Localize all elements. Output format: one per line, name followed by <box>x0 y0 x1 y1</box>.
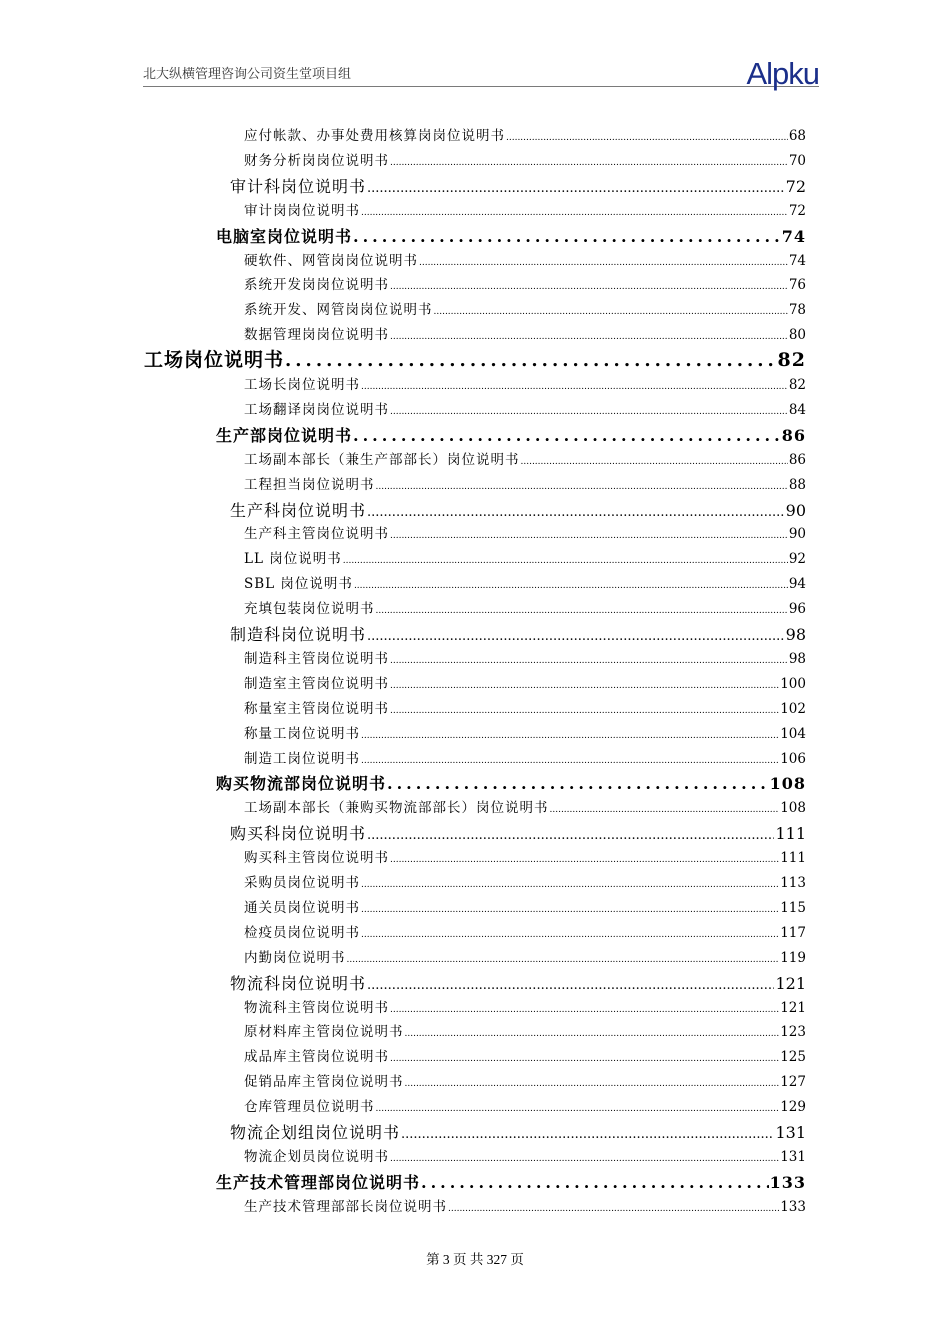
toc-entry-page: 125 <box>780 1049 806 1066</box>
dot-leader <box>419 251 788 276</box>
toc-entry[interactable] <box>244 547 806 572</box>
toc-entry[interactable] <box>244 996 806 1021</box>
toc-entry[interactable] <box>244 1020 806 1045</box>
toc-entry-title: 制造科主管岗位说明书 <box>244 650 389 667</box>
toc-entry-page: 82 <box>788 377 806 393</box>
dot-leader <box>361 749 779 774</box>
toc-entry-title: 原材料库主管岗位说明书 <box>244 1024 404 1041</box>
toc-entry-title: 称量室主管岗位说明书 <box>244 700 389 717</box>
toc-entry-title: 工场副本部长（兼生产部部长）岗位说明书 <box>244 451 520 468</box>
dot-leader <box>367 500 785 525</box>
toc-entry[interactable] <box>244 697 806 722</box>
toc-entry[interactable] <box>230 174 806 199</box>
toc-entry-page: 84 <box>788 401 806 418</box>
toc-entry[interactable] <box>244 647 806 672</box>
toc-entry[interactable] <box>244 1045 806 1070</box>
toc-entry-title: 内勤岗位说明书 <box>244 949 346 966</box>
toc-entry[interactable] <box>216 423 806 448</box>
toc-entry-title: 工场副本部长（兼购买物流部部长）岗位说明书 <box>244 800 549 817</box>
toc-entry[interactable] <box>244 199 806 224</box>
toc-entry[interactable] <box>244 448 806 473</box>
toc-entry[interactable] <box>244 398 806 423</box>
toc-entry[interactable] <box>244 722 806 747</box>
toc-entry[interactable] <box>216 224 806 249</box>
toc-entry-page: 90 <box>788 526 806 543</box>
toc-entry[interactable] <box>230 821 806 846</box>
toc-entry-page: 117 <box>780 924 806 941</box>
toc-entry-page: 76 <box>788 277 806 294</box>
toc-entry-page: 111 <box>775 824 806 844</box>
dot-leader <box>367 624 785 649</box>
toc-entry-page: 113 <box>780 875 806 891</box>
dot-leader <box>405 1022 780 1047</box>
toc-entry-page: 133 <box>780 1198 806 1215</box>
toc-entry-title: 通关员岗位说明书 <box>244 899 360 916</box>
toc-entry-page: 106 <box>780 750 806 767</box>
toc-entry[interactable] <box>216 1170 806 1195</box>
toc-entry-page: 68 <box>788 128 806 144</box>
toc-entry[interactable] <box>244 796 806 821</box>
toc-entry-title: 称量工岗位说明书 <box>244 725 360 742</box>
toc-entry[interactable] <box>244 149 806 174</box>
toc-entry[interactable] <box>244 273 806 298</box>
toc-entry-page: 108 <box>780 800 806 817</box>
toc-entry-title: 物流企划员岗位说明书 <box>244 1148 389 1165</box>
dot-leader <box>361 724 779 749</box>
dot-leader <box>361 898 779 923</box>
toc-entry-title: 工场岗位说明书 <box>144 349 285 372</box>
dot-leader <box>421 1170 769 1195</box>
toc-entry-title: 制造工岗位说明书 <box>244 750 360 767</box>
toc-entry-title: LL 岗位说明书 <box>244 551 342 568</box>
dot-leader <box>390 400 788 425</box>
toc-entry[interactable] <box>244 871 806 896</box>
toc-entry-title: 促销品库主管岗位说明书 <box>244 1074 404 1091</box>
dot-leader <box>387 771 769 796</box>
dot-leader <box>390 649 788 674</box>
toc-entry[interactable] <box>244 473 806 498</box>
toc-entry-page: 108 <box>769 774 806 794</box>
dot-leader <box>434 300 788 325</box>
dot-leader <box>390 151 788 176</box>
toc-entry-page: 115 <box>780 899 806 916</box>
dot-leader <box>367 176 785 201</box>
toc-entry-page: 102 <box>780 700 806 717</box>
toc-entry-title: 系统开发、网管岗岗位说明书 <box>244 302 433 319</box>
toc-entry-page: 100 <box>780 675 806 692</box>
dot-leader <box>405 1072 780 1097</box>
toc-entry-title: 硬软件、网管岗岗位说明书 <box>244 252 418 269</box>
toc-entry[interactable] <box>230 971 806 996</box>
dot-leader <box>390 524 788 549</box>
toc-entry-title: 制造科岗位说明书 <box>230 625 367 644</box>
page-header <box>143 52 819 91</box>
dot-leader <box>390 325 788 350</box>
toc-entry[interactable] <box>244 249 806 274</box>
toc-entry[interactable] <box>144 348 806 373</box>
toc-entry-title: 购买科岗位说明书 <box>230 824 367 844</box>
toc-entry-page: 121 <box>775 973 806 993</box>
toc-entry[interactable] <box>244 522 806 547</box>
toc-entry-page: 94 <box>788 576 806 593</box>
toc-entry-page: 74 <box>781 226 806 246</box>
page-footer: 第 3 页 共 327 页 <box>426 1252 524 1267</box>
toc-entry-title: 系统开发岗岗位说明书 <box>244 277 389 294</box>
dot-leader <box>353 423 781 448</box>
toc-entry[interactable] <box>244 323 806 348</box>
toc-entry-title: 电脑室岗位说明书 <box>216 226 353 246</box>
dot-leader <box>361 873 779 898</box>
toc-entry-title: 购买物流部岗位说明书 <box>216 774 387 794</box>
dot-leader <box>376 475 788 500</box>
dot-leader <box>506 126 788 151</box>
toc-entry-page: 86 <box>781 425 806 445</box>
toc-entry-title: 成品库主管岗位说明书 <box>244 1049 389 1066</box>
dot-leader <box>361 923 779 948</box>
toc-entry-page: 88 <box>788 476 806 493</box>
dot-leader <box>367 973 774 998</box>
dot-leader <box>361 375 788 400</box>
toc-entry-page: 104 <box>780 725 806 742</box>
toc-entry-title: 制造室主管岗位说明书 <box>244 675 389 692</box>
toc-entry-title: 充填包装岗位说明书 <box>244 601 375 618</box>
dot-leader <box>390 674 779 699</box>
dot-leader <box>448 1197 779 1222</box>
toc-entry-page: 90 <box>785 500 806 520</box>
toc-entry[interactable] <box>244 298 806 323</box>
toc-entry-title: 生产科主管岗位说明书 <box>244 526 389 543</box>
dot-leader <box>361 201 788 226</box>
toc-entry[interactable] <box>244 946 806 971</box>
toc-entry[interactable] <box>244 1145 806 1170</box>
toc-entry-title: 物流科岗位说明书 <box>230 973 367 993</box>
dot-leader <box>367 823 774 848</box>
toc-entry-title: 审计科岗位说明书 <box>230 176 367 196</box>
toc-entry[interactable] <box>244 572 806 597</box>
toc-entry[interactable] <box>244 1195 806 1220</box>
toc-entry-title: 工场翻译岗岗位说明书 <box>244 401 389 418</box>
toc-entry-page: 70 <box>788 152 806 169</box>
toc-entry-page: 72 <box>788 202 806 219</box>
toc-entry-page: 98 <box>785 625 806 644</box>
toc-entry-page: 78 <box>788 302 806 319</box>
toc-entry-title: 生产部岗位说明书 <box>216 425 353 445</box>
toc-entry-title: 生产科岗位说明书 <box>230 500 367 520</box>
toc-entry-title: 检疫员岗位说明书 <box>244 924 360 941</box>
company-logo: Alpku <box>746 56 819 91</box>
dot-leader <box>343 549 788 574</box>
toc-entry-page: 111 <box>780 850 806 867</box>
toc-entry-page: 80 <box>788 327 806 344</box>
toc-entry[interactable] <box>244 373 806 398</box>
toc-entry-title: 应付帐款、办事处费用核算岗岗位说明书 <box>244 128 505 144</box>
toc-entry-page: 92 <box>788 551 806 568</box>
toc-entry-page: 123 <box>780 1024 806 1041</box>
toc-entry[interactable] <box>244 1070 806 1095</box>
toc-entry[interactable] <box>244 597 806 622</box>
toc-entry[interactable] <box>230 622 806 647</box>
toc-entry-page: 86 <box>788 451 806 468</box>
toc-entry[interactable] <box>244 747 806 772</box>
dot-leader <box>390 275 788 300</box>
dot-leader <box>390 848 779 873</box>
dot-leader <box>285 348 777 373</box>
toc-entry-page: 131 <box>775 1123 806 1142</box>
toc-entry[interactable] <box>244 124 806 149</box>
toc-entry-page: 74 <box>788 252 806 269</box>
toc-entry-title: 物流科主管岗位说明书 <box>244 999 389 1016</box>
dot-leader <box>390 998 779 1023</box>
dot-leader <box>354 574 788 599</box>
toc-entry-title: 生产技术管理部岗位说明书 <box>216 1172 421 1192</box>
toc-entry-page: 72 <box>785 176 806 196</box>
toc-entry[interactable] <box>216 771 806 796</box>
toc-entry-title: 审计岗岗位说明书 <box>244 202 360 219</box>
dot-leader <box>521 450 788 475</box>
dot-leader <box>401 1122 774 1147</box>
toc-entry-page: 96 <box>788 601 806 618</box>
toc-entry-title: 工场长岗位说明书 <box>244 377 360 393</box>
toc-entry-title: 采购员岗位说明书 <box>244 875 360 891</box>
toc-entry-title: 仓库管理员位说明书 <box>244 1099 375 1116</box>
dot-leader <box>550 798 780 823</box>
toc-entry-page: 133 <box>769 1172 806 1192</box>
header-text: 北大纵横管理咨询公司资生堂项目组 <box>143 66 352 81</box>
toc-entry-page: 129 <box>780 1099 806 1116</box>
toc-entry-page: 82 <box>777 349 806 372</box>
toc-entry[interactable] <box>244 896 806 921</box>
toc-entry-title: 财务分析岗岗位说明书 <box>244 152 389 169</box>
toc-entry[interactable] <box>244 1095 806 1120</box>
dot-leader <box>390 699 779 724</box>
toc-entry[interactable] <box>244 846 806 871</box>
toc-entry[interactable] <box>244 672 806 697</box>
toc-entry-page: 98 <box>788 650 806 667</box>
toc-entry-page: 119 <box>780 949 806 966</box>
toc-entry-title: 生产技术管理部部长岗位说明书 <box>244 1198 447 1215</box>
toc-entry-title: SBL 岗位说明书 <box>244 576 353 593</box>
dot-leader <box>390 1147 779 1172</box>
toc-entry-page: 121 <box>780 999 806 1016</box>
dot-leader <box>353 224 781 249</box>
toc-entry-title: 数据管理岗岗位说明书 <box>244 327 389 344</box>
dot-leader <box>376 1097 780 1122</box>
toc-entry-title: 购买科主管岗位说明书 <box>244 850 389 867</box>
toc-entry[interactable] <box>244 921 806 946</box>
dot-leader <box>376 599 788 624</box>
toc-entry-page: 127 <box>780 1074 806 1091</box>
dot-leader <box>347 948 780 973</box>
toc-entry[interactable] <box>230 1120 806 1145</box>
toc-entry-title: 物流企划组岗位说明书 <box>230 1123 401 1142</box>
toc-entry[interactable] <box>230 498 806 523</box>
dot-leader <box>390 1047 779 1072</box>
toc-entry-page: 131 <box>780 1148 806 1165</box>
toc-entry-title: 工程担当岗位说明书 <box>244 476 375 493</box>
